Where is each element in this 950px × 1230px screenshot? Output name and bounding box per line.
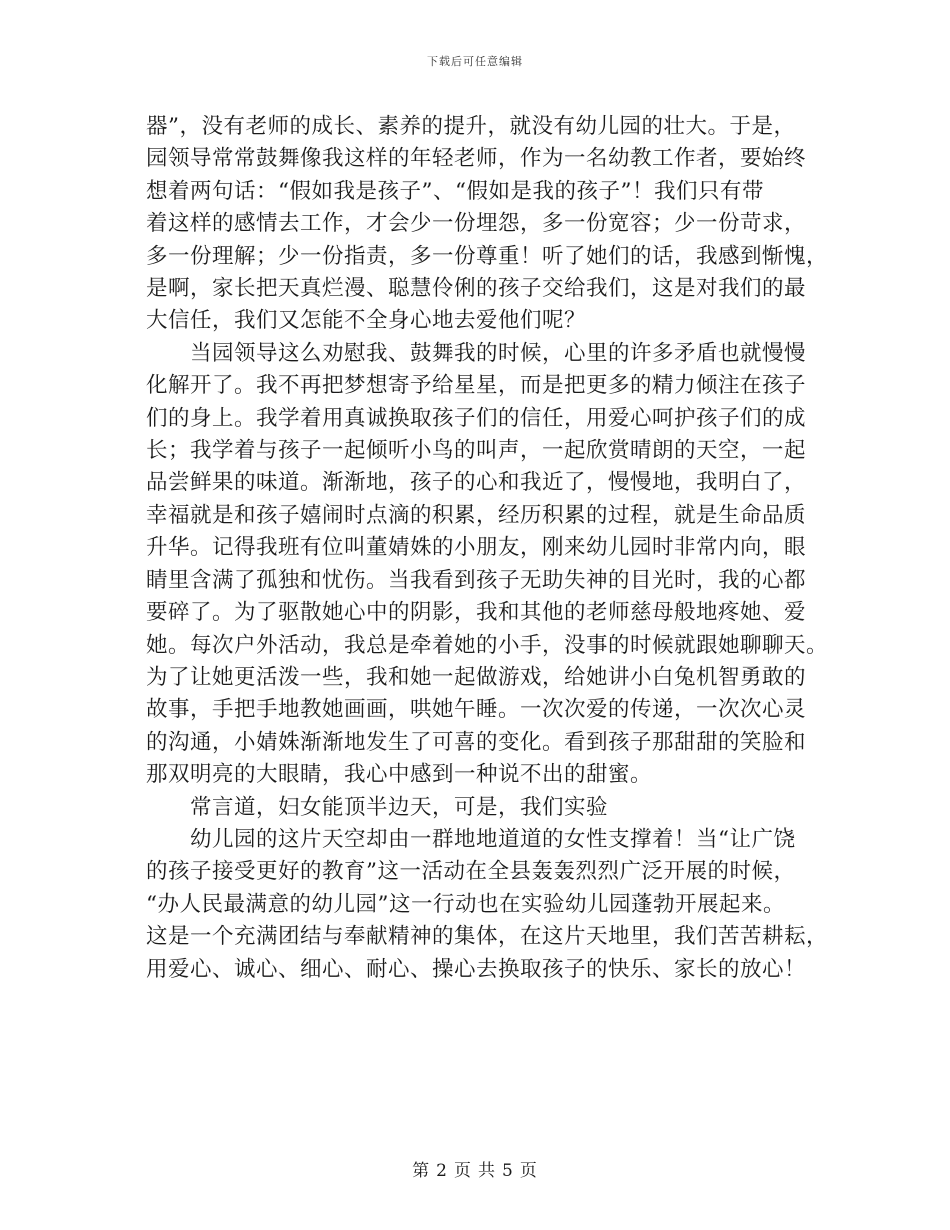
text-line: 们的身上。我学着用真诚换取孩子们的信任，用爱心呵护孩子们的成 [146,405,807,431]
text-line: 要碎了。为了驱散她心中的阴影，我和其他的老师慈母般地疼她、爱 [146,600,807,626]
text-line: “办人民最满意的幼儿园”这一行动也在实验幼儿园蓬勃开展起来。 [146,891,785,917]
text-line: 长；我学着与孩子一起倾听小鸟的叫声，一起欣赏晴朗的天空，一起 [146,438,807,464]
page-header: 下载后可任意编辑 [427,55,523,68]
text-line: 器”，没有老师的成长、素养的提升，就没有幼儿园的壮大。于是， [146,114,796,139]
page-unit: 页 [454,1161,472,1181]
text-line: 着这样的感情去工作，才会少一份埋怨，多一份宽容；少一份苛求， [146,211,807,237]
text-line: 多一份理解；少一份指责，多一份尊重！听了她们的话，我感到惭愧， [146,243,829,269]
total-unit: 页 [519,1161,538,1181]
text-line: 这是一个充满团结与奉献精神的集体，在这片天地里，我们苦苦耕耘， [146,924,829,950]
text-line: 升华。记得我班有位叫董婧姝的小朋友，刚来幼儿园时非常内向，眼 [146,535,807,561]
text-line: 大信任，我们又怎能不全身心地去爱他们呢？ [146,308,587,334]
total-page-number: 5 [502,1161,514,1181]
page-number-footer [0,1156,950,1181]
paragraph-start-line: 常言道，妇女能顶半边天，可是，我们实验 [190,794,609,820]
text-line: 用爱心、诚心、细心、耐心、操心去换取孩子的快乐、家长的放心！ [146,956,807,982]
current-page-number: 2 [436,1161,448,1181]
paragraph-start-line: 幼儿园的这片天空却由一群地地道道的女性支撑着！当“让广饶 [190,826,796,852]
document-body [146,111,829,986]
text-line: 的孩子接受更好的教育”这一活动在全县轰轰烈烈广泛开展的时候， [146,859,796,885]
text-line: 为了让她更活泼一些，我和她一起做游戏，给她讲小白兔机智勇敢的 [146,664,807,690]
text-line: 想着两句话：“假如我是孩子”、“假如是我的孩子”！我们只有带 [146,178,764,204]
paragraph-start-line: 当园领导这么劝慰我、鼓舞我的时候，心里的许多矛盾也就慢慢 [190,340,807,366]
text-line: 睛里含满了孤独和忧伤。当我看到孩子无助失神的目光时，我的心都 [146,567,807,593]
text-line: 她。每次户外活动，我总是牵着她的小手，没事的时候就跟她聊聊天。 [146,632,829,658]
text-line: 化解开了。我不再把梦想寄予给星星，而是把更多的精力倾注在孩子 [146,373,807,399]
text-line: 是啊，家长把天真烂漫、聪慧伶俐的孩子交给我们，这是对我们的最 [146,276,807,302]
page-number-prefix: 第 [412,1161,431,1181]
text-line: 园领导常常鼓舞像我这样的年轻老师，作为一名幼教工作者，要始终 [146,146,807,172]
text-line: 的沟通，小婧姝渐渐地发生了可喜的变化。看到孩子那甜甜的笑脸和 [146,729,807,755]
text-line: 那双明亮的大眼睛，我心中感到一种说不出的甜蜜。 [146,762,653,788]
total-word: 共 [478,1161,496,1181]
text-line: 幸福就是和孩子嬉闹时点滴的积累，经历积累的过程，就是生命品质 [146,502,807,528]
text-line: 品尝鲜果的味道。渐渐地，孩子的心和我近了，慢慢地，我明白了， [146,470,807,496]
text-line: 故事，手把手地教她画画，哄她午睡。一次次爱的传递，一次次心灵 [146,697,807,723]
